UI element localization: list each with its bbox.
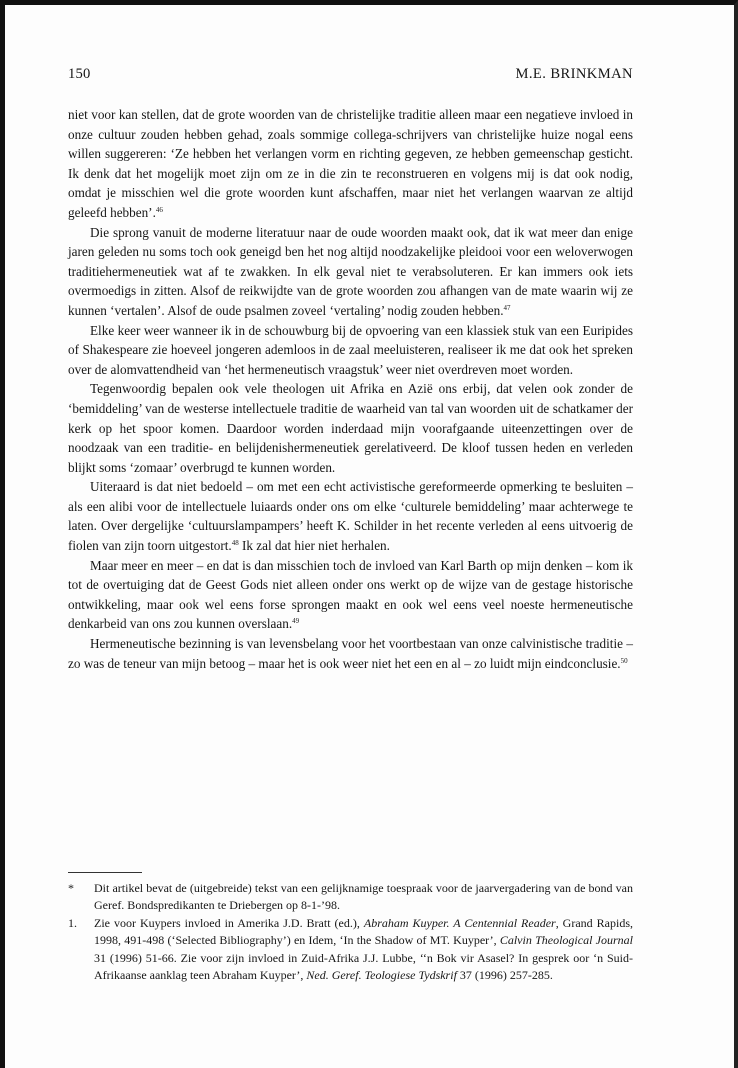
footnote-text: Dit artikel bevat de (uitgebreide) tekst van een gelijknamige toespraak voor de jaarvergadering van de bond van Geref. Bondspredikanten te Driebergen op 8-1-’98.: [94, 881, 633, 913]
footnote-mark: 1.: [68, 915, 77, 930]
running-header: [68, 66, 633, 86]
paragraph-text: Uiteraard is dat niet bedoeld – om met een echt activistische gereformeerde opmerking te besluiten – als een alibi voor de intellectuele luiaards onder ons om elke ‘culturele bemiddeling’ maar achterwege te laten. Over dergelijke ‘cultuurslampampers’ heeft K. Schilder in het recente verleden al eens uitvoerig de fiolen van zijn toorn uitgestort.: [68, 479, 633, 554]
paragraph-text: Elke keer weer wanneer ik in de schouwburg bij de opvoering van een klassiek stuk van een Euripides of Shakespeare zie hoeveel jongeren ademloos in de zaal meeluisteren, realiseer ik me dat ook het spreken over de alomvattendheid van ‘het hermeneutisch vraagstuk’ weer niet overdreven moet worden.: [68, 322, 633, 377]
paragraph-text: Maar meer en meer – en dat is dan misschien toch de invloed van Karl Barth op mijn denken – kom ik tot de overtuiging dat de Geest Gods niet alleen onder ons werkt op de wijze van de gestage historische ontwikkeling, maar ook wel eens forse sprongen maakt en ook wel eens veel noeste hermeneutische denkarbeid van ons zou kunnen overslaan.: [68, 557, 633, 632]
paragraph: [68, 105, 633, 223]
footnote-ref: 48: [231, 539, 239, 548]
footnote-ref: 46: [155, 205, 163, 214]
running-head-author: M.E. BRINKMAN: [515, 66, 633, 82]
footnote-mark: *: [68, 881, 74, 895]
paragraph: [68, 379, 633, 477]
paragraph: [68, 556, 633, 634]
paragraph-text: Die sprong vanuit de moderne literatuur naar de oude woorden maakt ook, dat ik wat meer dan enige jaren geleden nu soms toch ook geneigd ben het nog altijd noodzakelijke pleidooi voor een weloverwogen traditiehermeneutiek wat af te zwakken. In elk geval niet te verabsoluteren. Er kan immers ook iets overmoedigs in zitten. Alsof de reikwijdte van de grote woorden zou afhangen van de mate waarin wij ze kunnen ‘vertalen’. Alsof de oude psalmen zoveel ‘vertaling’ nodig zouden hebben.: [68, 224, 633, 318]
paragraph: [68, 634, 633, 673]
paragraph: [68, 223, 633, 321]
footnote-ref: 49: [292, 617, 300, 626]
footnote: [68, 915, 633, 985]
footnote: [68, 880, 633, 915]
paragraph-text: niet voor kan stellen, dat de grote woorden van de christelijke traditie alleen maar een negatieve invloed in onze cultuur zouden hebben gehad, zoals sommige collega-schrijvers van christelijke huize nogal eens willen suggereren: ‘Ze hebben het verlangen vorm en richting gegeven, ze hebben gemeenschap gesticht. Ik denk dat het mogelijk moet zijn om ze in die zin te reconstrueren en volgens mij is dat ook nodig, omdat je misschien wel die grote woorden kunt afschaffen, maar niet het verlangen waarvan ze altijd geleefd hebben’.: [68, 107, 633, 220]
journal-title: Calvin Theological Journal: [499, 933, 634, 948]
paragraph-text: Hermeneutische bezinning is van levensbelang voor het voortbestaan van onze calvinistische traditie – zo was de teneur van mijn betoog – maar het is ook weer niet het een en al – zo luidt mijn eindconclusie.: [68, 636, 633, 671]
paragraph: [68, 321, 633, 380]
footnote-text: , Grand Rapids, 1998, 491-498 (‘Selected Bibliography’) en Idem, ‘In the Shadow of MT. Kuyper’,: [94, 915, 633, 948]
footnotes: [68, 880, 633, 984]
footnote-divider: [68, 872, 142, 873]
body-text: [68, 105, 633, 673]
paragraph-text-tail: Ik zal dat hier niet herhalen.: [238, 538, 390, 554]
page-number: 150: [68, 66, 91, 82]
footnote-ref: 47: [503, 303, 511, 312]
paragraph: [68, 477, 633, 555]
footnote-text: 31 (1996) 51-66. Zie voor zijn invloed in Zuid-Afrika J.J. Lubbe, ‘‘n Bok vir Asasel? In gesprek oor ‘n Suid-Afrikaanse aanklag teen Abraham Kuyper’,: [94, 950, 633, 983]
citation-title: Abraham Kuyper. A Centennial Reader: [363, 915, 556, 930]
footnote-ref: 50: [620, 656, 628, 665]
footnote-text: Zie voor Kuypers invloed in Amerika J.D. Bratt (ed.),: [94, 915, 364, 930]
footnote-text: 37 (1996) 257-285.: [456, 968, 553, 983]
journal-title: Ned. Geref. Teologiese Tydskrif: [306, 968, 457, 983]
paragraph-text: Tegenwoordig bepalen ook vele theologen uit Afrika en Azië ons erbij, dat velen ook zonder de ‘bemiddeling’ van de westerse intellectuele traditie de waarheid van tal van woorden uit de schatkamer der kerk op het spoor komen. Daardoor worden inderdaad mijn voorafgaande uiteenzettingen over de noodzaak van een traditie- en belijdenishermeneutiek gerelativeerd. De kloof tussen heden en verleden blijkt soms ‘zomaar’ overbrugd te kunnen worden.: [68, 381, 633, 475]
